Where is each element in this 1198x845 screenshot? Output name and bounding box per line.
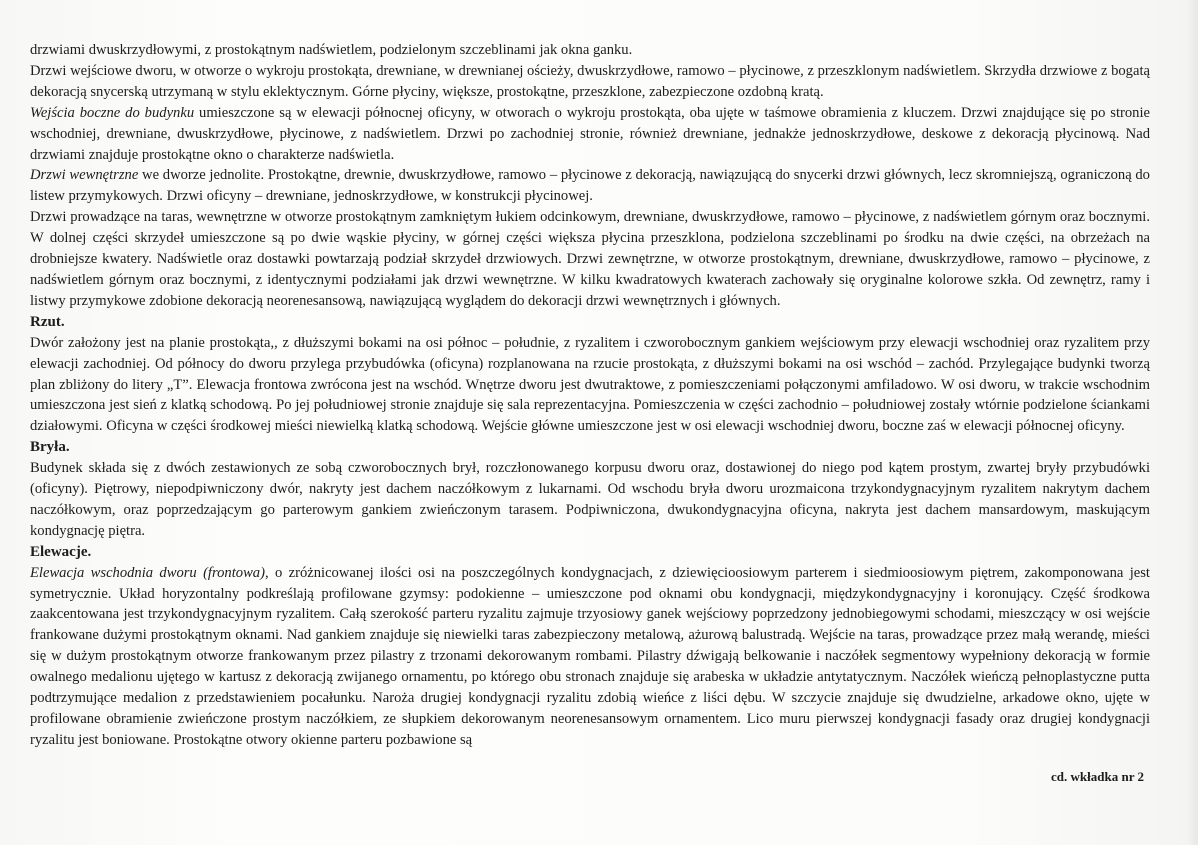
document-body bbox=[30, 40, 1150, 751]
heading-rzut: Rzut. bbox=[30, 313, 65, 330]
interior-doors-lead: Drzwi wewnętrzne bbox=[30, 167, 139, 184]
east-elevation-text: , o zróżnicowanej ilości osi na poszczególnych kondygnacjach, z dziewięcioosiowym parterem i siedmioosiowym piętrem, zakomponowana jest symetrycznie. Układ horyzontalny podkreślają profilowane gzymsy: podokienne – umieszczone pod oknami obu kondygnacji, międzykondygnacyjny i koronujący. Część środkowa zaakcentowana jest trzykondygnacyjnym ryzalitem. Całą szerokość parteru ryzalitu zajmuje trzyosiowy ganek wejściowy poprzedzony jednobiegowymi schodami, mieszczący w osi wejście frankowane dużymi prostokątnym oknami. Nad gankiem znajduje się niewielki taras zabezpieczony metalową, ażurową balustradą. Wejście na taras, prowadzące przez małą werandę, mieści się w dużym prostokątnym otworze frankowanym przez pilastry z trzonami dekorowanym rombami. Pilastry dźwigają belkowanie i naczółek segmentowy wypełniony dekoracją w formie owalnego medalionu ujętego w kartusz z dekoracją zwijanego ornamentu, po którego obu stronach znajduje się arabeska w układzie antytatycznym. Naczółek wieńczą pełnoplastyczne putta podtrzymujące medalion z przedstawieniem pocałunku. Naroża drugiej kondygnacji ryzalitu zdobią wieńce z liści dębu. W szczycie znajduje się dwudzielne, arkadowe okno, ujęte w profilowane obramienie zwieńczone prostym naczółkiem, ze słupkiem dekorowanym neorenesansowym ornamentem. Lico muru pierwszej kondygnacji fasady oraz drugiej kondygnacji ryzalitu jest boniowane. Prostokątne otwory okienne parteru pozbawione są bbox=[30, 564, 1150, 748]
heading-elewacje: Elewacje. bbox=[30, 543, 92, 560]
paragraph-east-elevation bbox=[30, 563, 1150, 751]
paragraph-interior-doors bbox=[30, 165, 1150, 207]
paragraph-bryla: Budynek składa się z dwóch zestawionych ze sobą czworobocznych brył, rozczłonowanego korpusu dworu oraz, dostawionej do niego pod kątem prostym, zwartej bryły przybudówki (oficyny). Piętrowy, niepodpiwniczony dwór, nakryty jest dachem naczółkowym z lukarnami. Od wschodu bryła dworu urozmaicona trzykondygnacyjnym ryzalitem nakrytym dachem naczółkowym, oraz poprzedzającym go parterowym gankiem zwieńczonym tarasem. Podpiwniczona, dwukondygnacyjna oficyna, nakryta jest dachem mansardowym, maskującym kondygnację piętra. bbox=[30, 460, 1150, 539]
paragraph-door-continuation: drzwiami dwuskrzydłowymi, z prostokątnym nadświetlem, podzielonym szczeblinami jak okna ganku. bbox=[30, 42, 633, 58]
side-entrances-text: umieszczone są w elewacji północnej oficyny, w otworach o wykroju prostokąta, oba ujęte w taśmowe obramienia z kluczem. Drzwi znajdujące się po stronie wschodniej, drewniane, dwuskrzydłowe, płycinowe, z nadświetlem. Drzwi po zachodniej stronie, również drewniane, jednakże jednoskrzydłowe, deskowe z dekoracją płycinową. Nad drzwiami znajduje prostokątne okno o charakterze nadświetla. bbox=[30, 104, 1150, 163]
paragraph-main-entrance-door: Drzwi wejściowe dworu, w otworze o wykroju prostokąta, drewniane, w drewnianej ościeży, dwuskrzydłowe, ramowo – płycinowe, z przeszklonym nadświetlem. Skrzydła drzwiowe z bogatą dekoracją snycerską utrzymaną w stylu eklektycznym. Górne płyciny, większe, prostokątne, przeszklone, zabezpieczone ozdobną kratą. bbox=[30, 62, 1150, 100]
paragraph-rzut: Dwór założony jest na planie prostokąta,, z dłuższymi bokami na osi północ – południe, z ryzalitem i czworobocznym gankiem wejściowym przy elewacji wschodniej oraz ryzalitem przy elewacji zachodniej. Od północy do dworu przylega przybudówka (oficyna) rozplanowana na rzucie prostokąta, z dłuższymi bokami na osi wschód – zachód. Przylegające budynki tworzą plan zbliżony do litery „T”. Elewacja frontowa zwrócona jest na wschód. Wnętrze dworu jest dwutraktowe, z pomieszczeniami połączonymi amfiladowo. W osi dworu, w trakcie wschodnim umieszczona jest sień z klatką schodową. Po jej południowej stronie znajduje się sala reprezentacyjna. Pomieszczenia w części zachodnio – południowej zostały wtórnie podzielone ściankami działowymi. Oficyna w części środkowej mieści niewielką klatką schodową. Wejście główne umieszczone jest w osi elewacji wschodniej dworu, boczne zaś w elewacji północnej oficyny. bbox=[30, 334, 1150, 435]
page-edge-shadow bbox=[1186, 0, 1198, 845]
side-entrances-lead: Wejścia boczne do budynku bbox=[30, 104, 195, 121]
east-elevation-lead: Elewacja wschodnia dworu (frontowa) bbox=[30, 564, 265, 581]
heading-bryla: Bryła. bbox=[30, 439, 70, 456]
paragraph-side-entrances bbox=[30, 103, 1150, 166]
interior-doors-text: we dworze jednolite. Prostokątne, drewnie, dwuskrzydłowe, ramowo – płycinowe z dekoracją, nawiązującą do snycerki drzwi głównych, lecz skromniejszą, ograniczoną do listew przymykowych. Drzwi oficyny – drewniane, jednoskrzydłowe, w konstrukcji płycinowej. bbox=[30, 167, 1150, 205]
paragraph-terrace-doors: Drzwi prowadzące na taras, wewnętrzne w otworze prostokątnym zamkniętym łukiem odcinkowym, drewniane, dwuskrzydłowe, ramowo – płycinowe, z nadświetlem górnym oraz bocznymi. W dolnej części skrzydeł umieszczone są po dwie wąskie płyciny, w górnej części większa płycina przeszklona, podzielona szczeblinami po środku na dwie części, na obrzeżach na drobniejsze kwatery. Nadświetle oraz dostawki powtarzają podział skrzydeł drzwiowych. Drzwi zewnętrzne, w otworze prostokątnym, drewniane, dwuskrzydłowe, ramowo – płycinowe, z nadświetlem górnym oraz bocznymi, z identycznymi podziałami jak drzwi wewnętrzne. W kilku kwadratowych kwaterach zachowały się oryginalne kolorowe szkła. Od zewnętrz, ramy i listwy przymykowe zdobione dekoracją neorenesansową, nawiązującą wyglądem do dekoracji drzwi wewnętrznych i głównych. bbox=[30, 209, 1150, 309]
continuation-note: cd. wkładka nr 2 bbox=[1051, 769, 1144, 784]
